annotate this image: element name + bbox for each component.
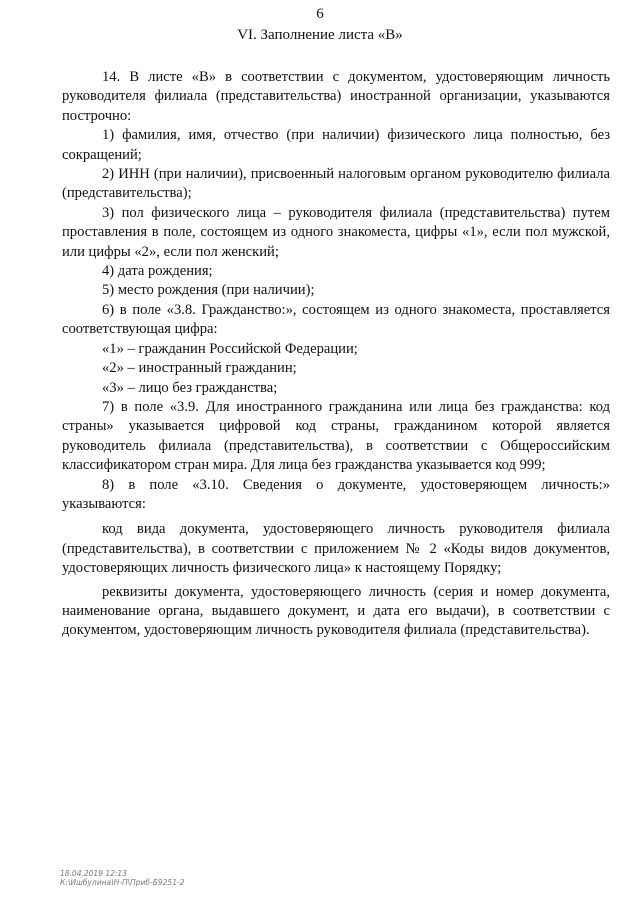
paragraph-14: 14. В листе «В» в соответствии с документом, удостоверяющим личность руководителя филиала (представительства) иностранной организации, указываются построчно:: [62, 69, 610, 124]
page-number: 6: [316, 6, 324, 22]
file-stamp-path: К:\Ишбулина\Н-П\Приб-Б9251-2: [60, 878, 185, 887]
list-item-6: 6) в поле «3.8. Гражданство:», состоящем из одного знакоместа, проставляется соответствующая цифра:: [62, 301, 610, 338]
document-details-paragraph: реквизиты документа, удостоверяющего личность (серия и номер документа, наименование органа, выдавшего документ, и дата его выдачи), в соответствии с документом, удостоверяющим личность руководителя филиала (представительства).: [62, 583, 610, 639]
citizenship-option-1: «1» – гражданин Российской Федерации;: [102, 340, 358, 357]
list-item-7: 7) в поле «3.9. Для иностранного гражданина или лица без гражданства: код страны» указывается цифровой код страны, гражданином которой является руководитель филиала (представительства), в соответствии с Общероссийским классификатором стран мира. Для лица без гражданства указывается код 999;: [62, 398, 610, 474]
file-stamp-date: 18.04.2019 12:13: [60, 869, 127, 878]
list-item-4: 4) дата рождения;: [102, 263, 213, 280]
list-item-5: 5) место рождения (при наличии);: [102, 282, 315, 299]
list-item-3: 3) пол физического лица – руководителя филиала (представительства) путем проставления в поле, состоящем из одного знакоместа, цифры «1», если пол мужской, или цифры «2», если пол женский;: [62, 204, 610, 260]
citizenship-option-3: «3» – лицо без гражданства;: [102, 379, 278, 396]
section-title: VI. Заполнение листа «В»: [237, 27, 403, 43]
citizenship-option-2: «2» – иностранный гражданин;: [102, 360, 297, 377]
list-item-1: 1) фамилия, имя, отчество (при наличии) физического лица полностью, без сокращений;: [62, 127, 610, 163]
file-stamp: [60, 869, 184, 887]
list-item-2: 2) ИНН (при наличии), присвоенный налоговым органом руководителю филиала (представительства);: [62, 166, 610, 202]
document-type-code-paragraph: код вида документа, удостоверяющего личность руководителя филиала (представительства), в соответствии с приложением № 2 «Коды видов документов, удостоверяющих личность физического лица» к настоящему Порядку;: [62, 521, 610, 577]
document-body: [62, 68, 610, 641]
list-item-8: 8) в поле «3.10. Сведения о документе, удостоверяющем личность:» указываются:: [62, 476, 610, 512]
